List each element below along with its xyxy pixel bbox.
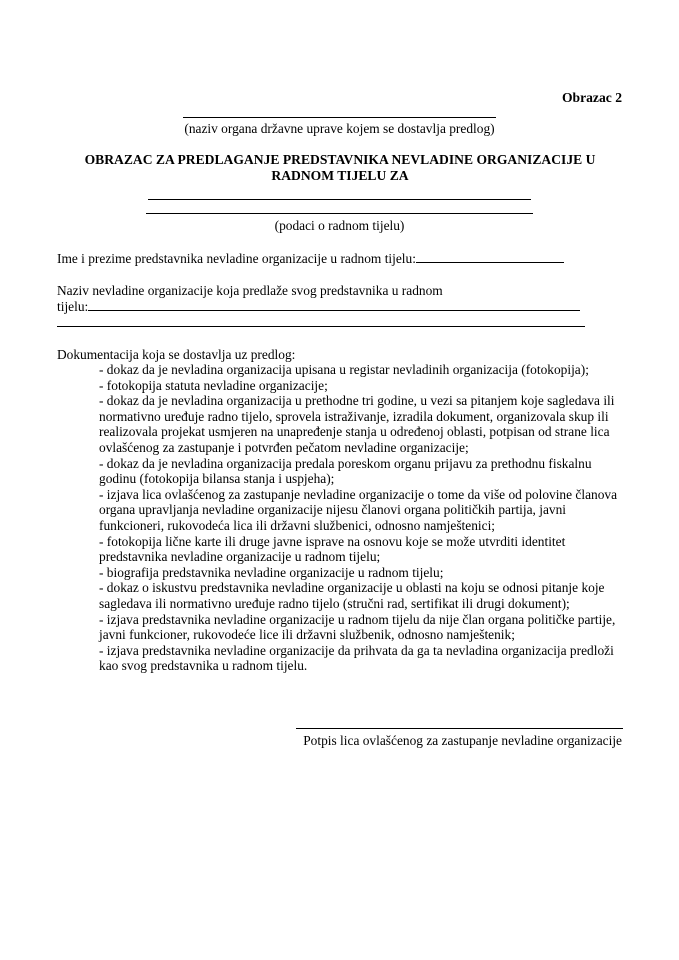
representative-name-input[interactable] — [416, 251, 564, 263]
documentation-item: - izjava predstavnika nevladine organizacije u radnom tijelu da nije član organa političke partije, javni funkcioner, rukovodeće lice ili državni službenik, odnosno namještenik; — [99, 611, 616, 643]
documentation-item: - fotokopija statuta nevladine organizacije; — [99, 377, 328, 393]
form-number: Obrazac 2 — [561, 90, 622, 105]
documentation-item: - dokaz da je nevladina organizacija upisana u registar nevladinih organizacija (fotokopija); — [99, 362, 589, 377]
documentation-item: - izjava predstavnika nevladine organizacije da prihvata da ga ta nevladina organizacija predloži kao svog predstavnika u radnom tijelu. — [99, 642, 614, 674]
representative-field — [57, 251, 564, 267]
documentation-item: - fotokopija lične karte ili druge javne isprave na osnovu koje se može utvrditi identitet predstavnika nevladine organizacije u radnom tijelu; — [99, 533, 566, 565]
authority-caption: (naziv organa državne uprave kojem se dostavlja predlog) — [184, 121, 495, 136]
working-body-line-1[interactable] — [148, 199, 531, 200]
organization-field — [57, 299, 580, 315]
working-body-line-2[interactable] — [146, 213, 533, 214]
documentation-item: - dokaz o iskustvu predstavnika nevladine organizacije u oblasti na koju se odnosi pitanje koje sagledava ili normativno uređuje radno tijelo (stručni rad, sertifikat ili drugi dokument); — [99, 580, 605, 611]
authority-name-line[interactable] — [183, 117, 496, 118]
documentation-item: - izjava lica ovlašćenog za zastupanje nevladine organizacije o tome da više od polovine članova organa upravljanja nevladine organizacije nijesu članovi organa političkih partija, javni funkcioneri, rukovodeća lica ili državni službenici, odnosno namještenici; — [99, 486, 618, 533]
organization-label-line2: tijelu: — [57, 299, 89, 314]
signature-caption: Potpis lica ovlašćenog za zastupanje nevladine organizacije — [303, 733, 622, 748]
documentation-item: - dokaz da je nevladina organizacija u prethodne tri godine, u vezi sa pitanjem koje sagledava ili normativno uređuje radno tijelo, sprovela istraživanje, izradila dokument, organizovala skup ili realizovala projekat usmjeren na unapređenje stanja u određenoj oblasti, potpisan od strane lica ovlašćenog za zastupanje i potvrđen pečatom nevladine organizacije; — [99, 393, 615, 455]
organization-name-line-2[interactable] — [57, 326, 585, 327]
documentation-item: - dokaz da je nevladina organizacija predala poreskom organu prijavu za prethodnu fiskalnu godinu (fotokopija bilansa stanja i uspjeha); — [99, 455, 592, 487]
documentation-item: - biografija predstavnika nevladine organizacije u radnom tijelu; — [99, 564, 444, 580]
documentation-heading: Dokumentacija koja se dostavlja uz predlog: — [57, 347, 296, 362]
form-title: OBRAZAC ZA PREDLAGANJE PREDSTAVNIKA NEVLADINE ORGANIZACIJE U RADNOM TIJELU ZA — [84, 152, 596, 183]
documentation-list — [99, 362, 629, 674]
representative-label: Ime i prezime predstavnika nevladine organizacije u radnom tijelu: — [57, 251, 416, 266]
signature-line[interactable] — [296, 728, 623, 729]
organization-label-line1: Naziv nevladine organizacije koja predlaže svog predstavnika u radnom — [57, 283, 443, 298]
working-body-caption: (podaci o radnom tijelu) — [274, 218, 405, 233]
organization-name-input[interactable] — [88, 299, 580, 311]
